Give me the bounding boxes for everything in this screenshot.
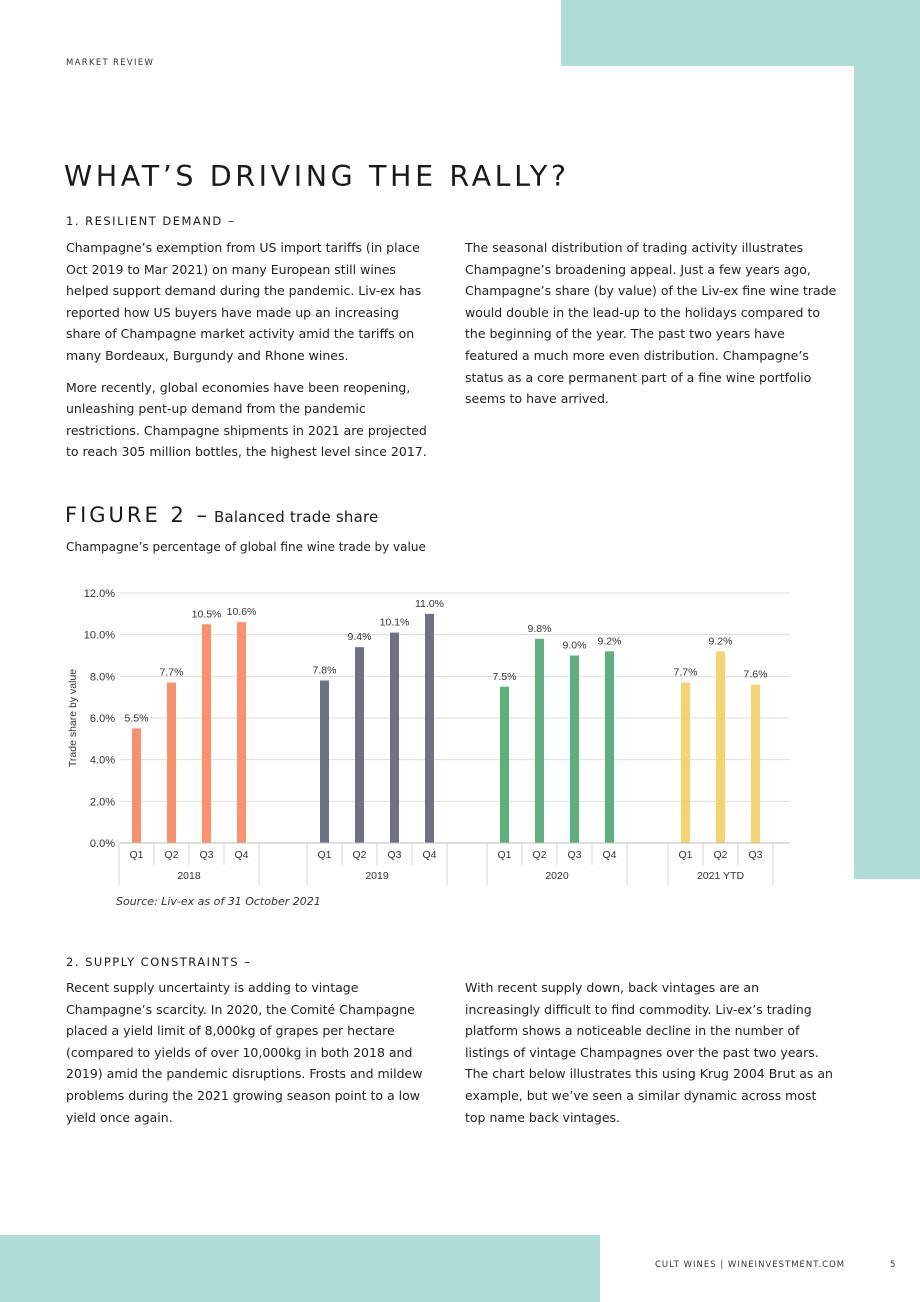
year-label: 2021 YTD [696,870,745,882]
page-title: WHAT’S DRIVING THE RALLY? [64,160,570,193]
bar-2020-q2 [535,639,544,843]
data-label: 10.1% [379,616,410,629]
figure-source: Source: Liv-ex as of 31 October 2021 [116,895,321,908]
paragraph: Recent supply uncertainty is adding to vintage Champagne’s scarcity. In 2020, the Comité Champagne placed a yield limit of 8,000kg of grapes per hectare (compared to yields of over 10,000kg in both 2018 and 2019) amid the pandemic disruptions. Frosts and mildew problems during the 2021 growing season point to a low yield once again. [66,980,423,1125]
page-number: 5 [890,1260,896,1270]
bar-2019-q3 [390,633,399,843]
x-tick-label: Q1 [317,849,332,861]
data-label: 7.8% [312,664,337,677]
data-label: 9.8% [527,622,552,635]
section-2-subhead: 2. SUPPLY CONSTRAINTS – [66,955,252,969]
x-tick-label: Q4 [602,849,617,861]
y-tick-label: 2.0% [89,796,115,809]
data-label: 7.7% [673,666,698,679]
bar-2020-q3 [570,656,579,844]
y-tick-label: 10.0% [83,629,115,642]
x-tick-label: Q4 [234,849,249,861]
decorative-band-right [854,0,920,879]
figure-heading [65,503,378,527]
y-tick-label: 12.0% [83,588,115,600]
bar-2020-q4 [605,651,614,843]
figure-title: Balanced trade share [214,508,379,526]
paragraph: With recent supply down, back vintages are an increasingly difficult to find commodity. Liv-ex’s trading platform shows a noticeable decline in the number of listings of vintage Champagnes over the past two years. The chart below illustrates this using Krug 2004 Brut as an example, but we’ve seen a similar dynamic across most top name back vintages. [465,980,833,1125]
trade-share-bar-chart [0,578,810,888]
decorative-band-bottom [0,1235,600,1302]
x-tick-label: Q2 [164,849,179,861]
paragraph: The seasonal distribution of trading activity illustrates Champagne’s broadening appeal. Just a few years ago, Champagne’s share (by value) of the Liv-ex fine wine trade would double in the lead-up to the holidays compared to the beginning of the year. The past two years have featured a much more even distribution. Champagne’s status as a core permanent part of a fine wine portfolio seems to have arrived. [465,240,837,407]
data-label: 9.2% [708,635,733,648]
x-tick-label: Q1 [678,849,693,861]
x-tick-label: Q1 [497,849,512,861]
bar-2020-q1 [500,687,509,843]
figure-number: FIGURE 2 – [65,503,210,527]
data-label: 10.6% [226,606,257,619]
data-label: 7.5% [492,670,517,683]
x-tick-label: Q2 [713,849,728,861]
section-2-left-column [66,977,438,1128]
data-label: 5.5% [124,712,149,725]
x-tick-label: Q4 [422,849,437,861]
x-tick-label: Q3 [199,849,214,861]
data-label: 10.5% [191,608,222,621]
paragraph: More recently, global economies have been reopening, unleashing pent-up demand from the pandemic restrictions. Champagne shipments in 2021 are projected to reach 305 million bottles, the highest level since 2017. [66,379,427,460]
data-label: 9.4% [347,631,372,644]
y-axis-title: Trade share by value [67,668,79,768]
bar-2019-q1 [320,681,329,844]
x-tick-label: Q2 [532,849,547,861]
data-label: 11.0% [415,597,444,610]
bar-2018-q2 [167,683,176,843]
data-label: 9.2% [597,635,622,648]
footer-text: CULT WINES | WINEINVESTMENT.COM [655,1260,846,1270]
x-tick-label: Q3 [567,849,582,861]
figure-subtitle: Champagne’s percentage of global fine wine trade by value [66,540,426,554]
bar-2018-q4 [237,622,246,843]
section-1-left-column [66,237,436,463]
year-label: 2019 [365,870,389,882]
x-tick-label: Q3 [748,849,763,861]
bar-2019-q4 [425,614,434,843]
x-tick-label: Q3 [387,849,402,861]
x-tick-label: Q1 [129,849,144,861]
section-label: MARKET REVIEW [66,58,155,68]
data-label: 7.7% [159,666,184,679]
bar-2021-ytd-q3 [751,685,760,843]
section-1-subhead: 1. RESILIENT DEMAND – [66,214,236,228]
x-tick-label: Q2 [352,849,367,861]
data-label: 7.6% [743,668,768,681]
y-tick-label: 8.0% [89,671,115,684]
year-label: 2020 [545,870,569,882]
y-tick-label: 4.0% [89,754,115,767]
section-2-right-column [465,977,837,1128]
paragraph: Champagne’s exemption from US import tariffs (in place Oct 2019 to Mar 2021) on many European still wines helped support demand during the pandemic. Liv-ex has reported how US buyers have made up an increasing share of Champagne market activity amid the tariffs on many Bordeaux, Burgundy and Rhone wines. [66,240,422,363]
bar-2021-ytd-q2 [716,651,725,843]
year-label: 2018 [177,870,201,882]
bar-2021-ytd-q1 [681,683,690,843]
data-label: 9.0% [562,639,587,652]
section-1-right-column [465,237,837,410]
bar-2019-q2 [355,647,364,843]
bar-2018-q1 [132,728,141,843]
bar-2018-q3 [202,624,211,843]
y-tick-label: 6.0% [89,713,115,725]
y-tick-label: 0.0% [89,838,115,850]
